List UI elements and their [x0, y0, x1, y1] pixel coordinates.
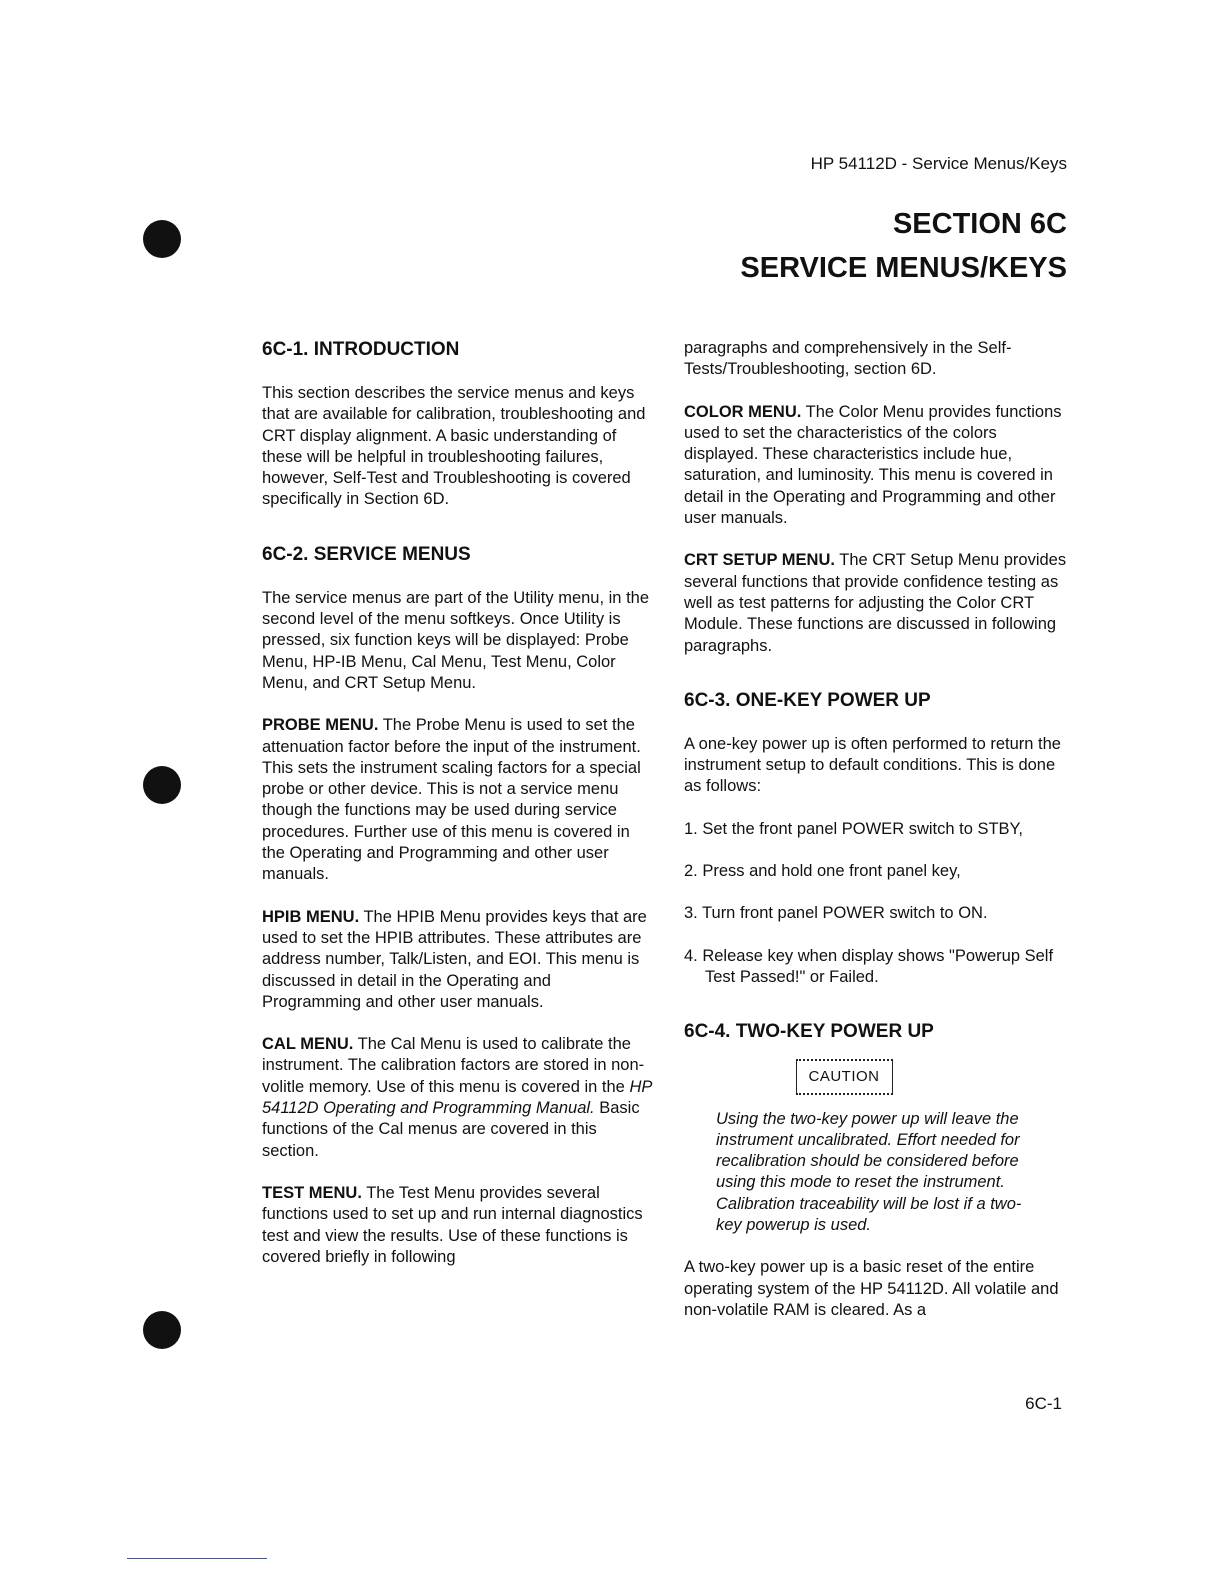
crt-setup-lead: CRT SETUP MENU.: [684, 551, 835, 570]
hpib-menu-lead: HPIB MENU.: [262, 907, 360, 926]
cal-menu-text-2: Basic functions of the Cal menus are covered in this section.: [262, 1099, 640, 1160]
heading-one-key-power-up: 6C-3. ONE-KEY POWER UP: [684, 689, 931, 711]
left-column: [262, 338, 652, 1289]
color-menu-text: The Color Menu provides functions used to set the characteristics of the colors displayed. These characteristics include hue, saturation, and luminosity. This menu is covered in detail in the Operating and Programming and other user manuals.: [684, 402, 1062, 528]
page-number: 6C-1: [1025, 1394, 1062, 1413]
step-item: 1. Set the front panel POWER switch to STBY,: [684, 819, 1024, 838]
heading-service-menus: 6C-2. SERVICE MENUS: [262, 543, 471, 565]
paragraph-one-key-power-up: A one-key power up is often performed to return the instrument setup to default conditions. This is done as follows:: [684, 734, 1061, 796]
test-menu-lead: TEST MENU.: [262, 1183, 362, 1202]
crt-setup-text: The CRT Setup Menu provides several functions that provide confidence testing as well as test patterns for adjusting the Color CRT Module. These functions are discussed in following paragraphs.: [684, 551, 1067, 655]
section-title-line1: SECTION 6C: [892, 208, 1067, 240]
heading-introduction: 6C-1. INTRODUCTION: [262, 339, 460, 360]
cal-menu-lead: CAL MENU.: [262, 1035, 354, 1054]
paragraph-hpib-menu: [262, 907, 652, 1013]
running-head: HP 54112D - Service Menus/Keys: [810, 154, 1067, 173]
paragraph-introduction: This section describes the service menus and keys that are available for calibration, troubleshooting and CRT display alignment. A basic understanding of these will be helpful in troubleshooting failures, however, Self-Test and Troubleshooting is covered specifically in Section 6D.: [262, 384, 646, 509]
cal-menu-text-1: The Cal Menu is used to calibrate the instrument. The calibration factors are stored in non-volitle memory. Use of this menu is covered in the: [262, 1035, 645, 1096]
paragraph-two-key-power-up: A two-key power up is a basic reset of the entire operating system of the HP 54112D. All volatile and non-volatile RAM is cleared. As a: [684, 1258, 1059, 1319]
paragraph-probe-menu: [262, 715, 652, 885]
caution-text: Using the two-key power up will leave the instrument uncalibrated. Effort needed for recalibration should be considered before using this mode to reset the instrument. Calibration traceability will be lost if a two-key powerup is used.: [716, 1109, 1022, 1235]
paragraph-color-menu: [684, 402, 1074, 530]
paragraph-test-menu: [262, 1183, 652, 1268]
section-title: [740, 202, 1067, 290]
step-item: 3. Turn front panel POWER switch to ON.: [684, 904, 988, 923]
test-menu-text: The Test Menu provides several functions used to set up and run internal diagnostics test and view the results. Use of these functions is covered briefly in following: [262, 1183, 643, 1266]
step-item: 2. Press and hold one front panel key,: [684, 862, 961, 881]
probe-menu-lead: PROBE MENU.: [262, 716, 379, 735]
footer-rule: [127, 1558, 267, 1559]
right-column: [684, 338, 1074, 1342]
step-item: 4. Release key when display shows "Powerup Self Test Passed!" or Failed.: [684, 946, 1054, 986]
cal-menu-manual-title: HP 54112D Operating and Programming Manual.: [262, 1077, 652, 1118]
hpib-menu-text: The HPIB Menu provides keys that are used to set the HPIB attributes. These attributes are address number, Talk/Listen, and EOI. This menu is discussed in detail in the Operating and Programming and other user manuals.: [262, 907, 647, 1011]
section-title-line2: SERVICE MENUS/KEYS: [740, 252, 1067, 284]
binder-hole-top: [143, 220, 181, 258]
paragraph-crt-setup-menu: [684, 550, 1074, 656]
paragraph-service-menus: The service menus are part of the Utility menu, in the second level of the menu softkeys. Once Utility is pressed, six function keys will be displayed: Probe Menu, HP-IB Menu, Cal Menu, Test Menu, Color Menu, and CRT Setup Menu.: [262, 588, 650, 692]
color-menu-lead: COLOR MENU.: [684, 402, 802, 421]
heading-two-key-power-up: 6C-4. TWO-KEY POWER UP: [684, 1021, 934, 1043]
paragraph-cal-menu: [262, 1034, 652, 1162]
caution-box-wrapper: [774, 1059, 914, 1094]
probe-menu-text: The Probe Menu is used to set the attenuation factor before the input of the instrument. This sets the instrument scaling factors for a special probe or other device. This is not a service menu though the functions may be used during service procedures. Further use of this menu is covered in the Operating and Programming and other user manuals.: [262, 716, 641, 884]
caution-label: CAUTION: [796, 1059, 893, 1094]
binder-hole-bottom: [143, 1311, 181, 1349]
paragraph-continued: paragraphs and comprehensively in the Self-Tests/Troubleshooting, section 6D.: [684, 339, 1012, 379]
binder-hole-middle: [143, 766, 181, 804]
